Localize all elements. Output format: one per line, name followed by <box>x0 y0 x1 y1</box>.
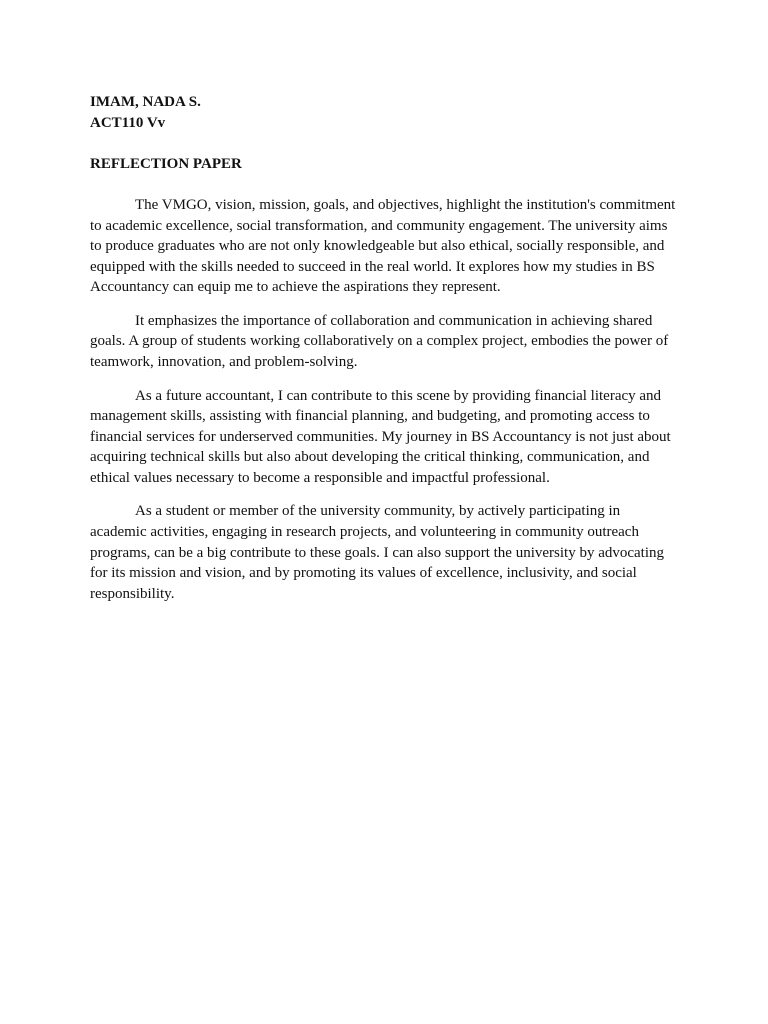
paragraph-4: As a student or member of the university community, by actively participating in academic activities, engaging in research projects, and volunteering in community outreach programs, can be a big contribute to these goals. I can also support the university by advocating for its mission and vision, and by promoting its values of excellence, inclusivity, and social responsibility. <box>90 503 665 602</box>
course-code: ACT110 Vv <box>90 114 166 131</box>
document-body <box>90 92 680 604</box>
paragraph-3: As a future accountant, I can contribute to this scene by providing financial literacy and management skills, assisting with financial planning, and budgeting, and promoting access to financial services for underserved communities. My journey in BS Accountancy is not just about acquiring technical skills but also about developing the critical thinking, communication, and ethical values necessary to become a responsible and impactful professional. <box>90 387 671 486</box>
document-title: REFLECTION PAPER <box>90 155 242 172</box>
paragraph-1: The VMGO, vision, mission, goals, and objectives, highlight the institution's commitment to academic excellence, social transformation, and community engagement. The university aims to produce graduates who are not only knowledgeable but also ethical, socially responsible, and equipped with the skills needed to succeed in the real world. It explores how my studies in BS Accountancy can equip me to achieve the aspirations they represent. <box>90 196 676 296</box>
paragraph-2: It emphasizes the importance of collaboration and communication in achieving shared goals. A group of students working collaboratively on a complex project, embodies the power of teamwork, innovation, and problem-solving. <box>90 312 669 371</box>
author-name: IMAM, NADA S. <box>90 94 201 110</box>
